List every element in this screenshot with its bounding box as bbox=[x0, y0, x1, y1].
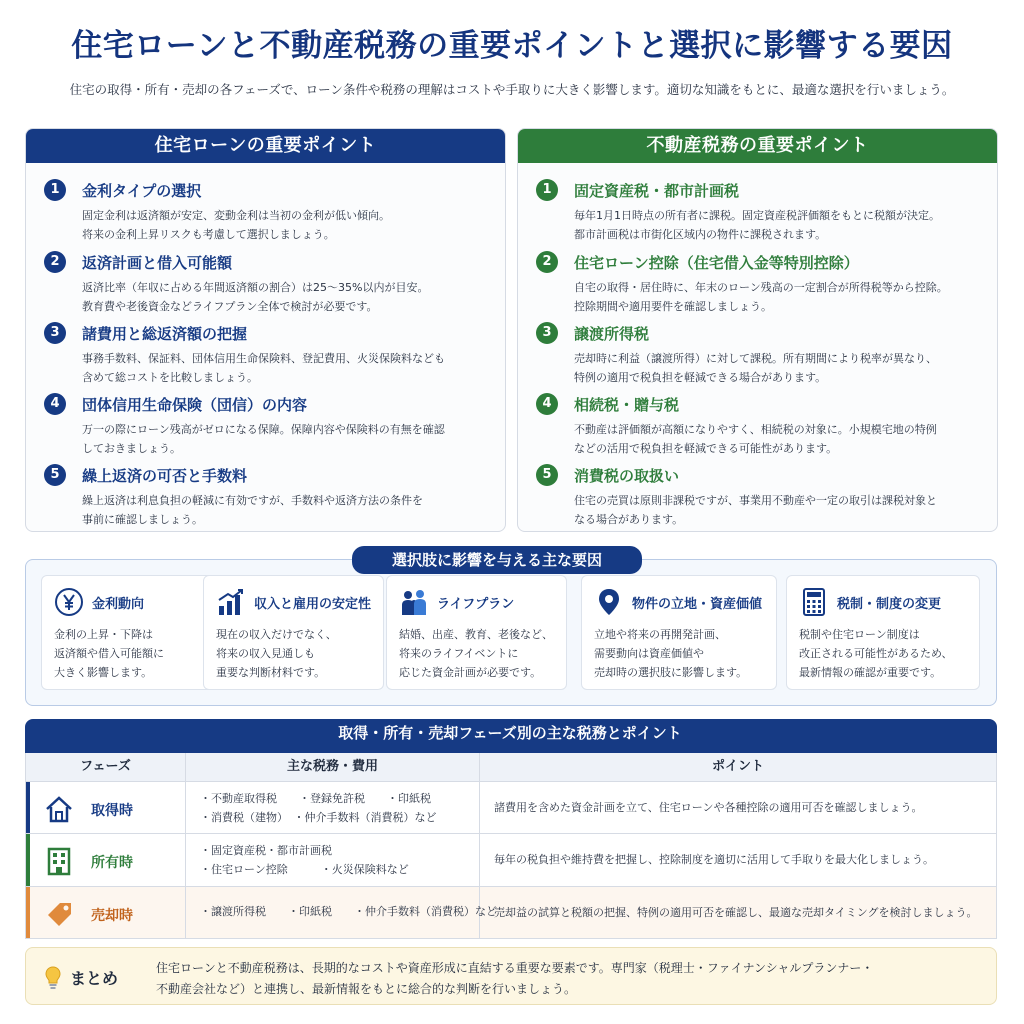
point-text: 売却時に利益（譲渡所得）に対して課税。所有期間により税率が異なり、 bbox=[574, 352, 937, 365]
point-text: 都市計画税は市街化区域内の物件に課税されます。 bbox=[574, 228, 827, 241]
factor-text: 将来のライフイベントに bbox=[399, 647, 519, 660]
point-text: 自宅の取得・居住時に、年末のローン残高の一定割合が所得税等から控除。 bbox=[574, 281, 948, 294]
factors-heading: 選択肢に影響を与える主な要因 bbox=[352, 546, 642, 574]
point-text: 住宅の売買は原則非課税ですが、事業用不動産や一定の取引は課税対象と bbox=[574, 494, 937, 507]
factor-text: 税制や住宅ローン制度は bbox=[799, 628, 920, 641]
phase-label: 売却時 bbox=[91, 908, 133, 924]
point-text: 不動産は評価額が高額になりやすく、相続税の対象に。小規模宅地の特例 bbox=[574, 423, 937, 436]
phase-label: 取得時 bbox=[91, 803, 133, 819]
point-text: 毎年の税負担や維持費を把握し、控除制度を適切に活用して手取りを最大化しましょう。 bbox=[494, 853, 934, 866]
factor-text: 将来の収入見通しも bbox=[216, 647, 315, 660]
yen-icon bbox=[54, 587, 84, 617]
point-text: 将来の金利上昇リスクも考慮して選択しましょう。 bbox=[82, 228, 335, 241]
factor-title: 金利動向 bbox=[92, 597, 145, 612]
page-subtitle: 住宅の取得・所有・売却の各フェーズで、ローン条件や税務の理解はコストや手取りに大きく影響します。適切な知識をもとに、最適な選択を行いましょう。 bbox=[69, 82, 955, 97]
factor-title: 収入と雇用の安定性 bbox=[254, 597, 372, 612]
point-text: 諸費用を含めた資金計画を立て、住宅ローンや各種控除の適用可否を確認しましょう。 bbox=[494, 801, 923, 814]
point-number-badge: 4 bbox=[44, 393, 66, 415]
point-title: 返済計画と借入可能額 bbox=[82, 254, 233, 272]
factor-text: 改正される可能性があるため、 bbox=[799, 647, 953, 660]
point-text: 教育費や老後資金などライフプラン全体で検討が必要です。 bbox=[82, 300, 378, 313]
factor-title: ライフプラン bbox=[437, 597, 515, 612]
point-text: 繰上返済は利息負担の軽減に有効ですが、手数料や返済方法の条件を bbox=[82, 494, 423, 507]
table-heading: 取得・所有・売却フェーズ別の主な税務とポイント bbox=[300, 719, 720, 749]
house-icon bbox=[44, 794, 74, 824]
row-accent-bar bbox=[26, 782, 30, 833]
factor-text: 返済額や借入可能額に bbox=[54, 647, 164, 660]
factor-text: 最新情報の確認が重要です。 bbox=[799, 666, 942, 679]
summary-label: まとめ bbox=[70, 969, 119, 988]
point-text: しておきましょう。 bbox=[82, 442, 181, 455]
point-title: 団体信用生命保険（団信）の内容 bbox=[82, 396, 308, 414]
row-accent-bar bbox=[26, 887, 30, 938]
summary-text: 住宅ローンと不動産税務は、長期的なコストや資産形成に直結する重要な要素です。専門家（税理士・ファイナンシャルプランナー・ bbox=[156, 961, 874, 975]
column-header-point: ポイント bbox=[711, 759, 764, 774]
point-text: 固定金利は返済額が安定、変動金利は当初の金利が低い傾向。 bbox=[82, 209, 390, 222]
tax-items: ・固定資産税・都市計画税 ・住宅ローン控除 ・火災保険料など bbox=[200, 844, 409, 876]
point-number-badge: 1 bbox=[44, 179, 66, 201]
building-icon bbox=[44, 846, 74, 876]
point-text: 控除期間や適用要件を確認しましょう。 bbox=[574, 300, 772, 313]
price-tag-icon bbox=[44, 899, 74, 929]
factor-text: 応じた資金計画が必要です。 bbox=[399, 666, 542, 679]
point-text: 返済比率（年収に占める年間返済額の割合）は25〜35%以内が目安。 bbox=[82, 281, 429, 294]
point-number-badge: 2 bbox=[44, 251, 66, 273]
point-title: 繰上返済の可否と手数料 bbox=[82, 467, 248, 485]
factor-text: 金利の上昇・下降は bbox=[54, 628, 153, 641]
point-number-badge: 3 bbox=[536, 322, 558, 344]
point-text: 事前に確認しましょう。 bbox=[82, 513, 203, 526]
family-icon bbox=[399, 587, 429, 617]
point-title: 消費税の取扱い bbox=[574, 467, 680, 485]
point-text: 事務手数料、保証料、団体信用生命保険料、登記費用、火災保険料なども bbox=[82, 352, 445, 365]
point-title: 固定資産税・都市計画税 bbox=[574, 182, 740, 200]
calculator-icon bbox=[799, 587, 829, 617]
factor-text: 現在の収入だけでなく、 bbox=[216, 628, 337, 641]
factor-card bbox=[203, 575, 384, 690]
point-title: 諸費用と総返済額の把握 bbox=[82, 325, 248, 343]
column-header-taxes: 主な税務・費用 bbox=[186, 753, 480, 781]
loan-points-card bbox=[25, 128, 506, 532]
point-title: 住宅ローン控除（住宅借入金等特別控除） bbox=[574, 254, 859, 272]
factor-text: 結婚、出産、教育、老後など、 bbox=[399, 628, 553, 641]
tax-card-heading: 不動産税務の重要ポイント bbox=[518, 129, 997, 163]
table-row-acquisition bbox=[26, 781, 996, 833]
point-number-badge: 4 bbox=[536, 393, 558, 415]
point-number-badge: 3 bbox=[44, 322, 66, 344]
phase-label: 所有時 bbox=[91, 855, 133, 871]
point-title: 相続税・贈与税 bbox=[574, 396, 680, 414]
loan-card-heading: 住宅ローンの重要ポイント bbox=[26, 129, 505, 163]
point-text: 売却益の試算と税額の把握、特例の適用可否を確認し、最適な売却タイミングを検討しましょう。 bbox=[494, 906, 978, 919]
factor-card bbox=[41, 575, 222, 690]
factor-text: 立地や将来の再開発計画、 bbox=[594, 628, 726, 641]
summary-text: 不動産会社など）と連携し、最新情報をもとに総合的な判断を行いましょう。 bbox=[156, 982, 577, 996]
point-text: 毎年1月1日時点の所有者に課税。固定資産税評価額をもとに税額が決定。 bbox=[574, 209, 940, 222]
point-text: などの活用で税負担を軽減できる可能性があります。 bbox=[574, 442, 838, 455]
point-text: なる場合があります。 bbox=[574, 513, 684, 526]
bar-chart-icon bbox=[216, 587, 246, 617]
lightbulb-icon bbox=[42, 964, 64, 990]
column-header-phase: フェーズ bbox=[26, 753, 186, 781]
table-header-row bbox=[26, 753, 996, 781]
factor-card bbox=[581, 575, 777, 690]
point-number-badge: 5 bbox=[44, 464, 66, 486]
tax-items: ・譲渡所得税 ・印紙税 ・仲介手数料（消費税）など bbox=[200, 905, 497, 918]
location-pin-icon bbox=[594, 587, 624, 617]
point-text: 万一の際にローン残高がゼロになる保障。保障内容や保険料の有無を確認 bbox=[82, 423, 445, 436]
point-title: 金利タイプの選択 bbox=[82, 182, 202, 200]
factor-text: 大きく影響します。 bbox=[54, 666, 153, 679]
summary-box bbox=[25, 947, 997, 1005]
factor-card bbox=[386, 575, 567, 690]
factor-title: 物件の立地・資産価値 bbox=[632, 597, 763, 612]
point-number-badge: 2 bbox=[536, 251, 558, 273]
point-text: 含めて総コストを比較しましょう。 bbox=[82, 371, 258, 384]
point-title: 譲渡所得税 bbox=[574, 325, 650, 343]
page-title: 住宅ローンと不動産税務の重要ポイントと選択に影響する要因 bbox=[71, 28, 953, 64]
table-row-ownership bbox=[26, 833, 996, 886]
tax-points-card bbox=[517, 128, 998, 532]
row-accent-bar bbox=[26, 834, 30, 886]
phase-tax-table bbox=[25, 753, 997, 939]
point-number-badge: 1 bbox=[536, 179, 558, 201]
factor-text: 重要な判断材料です。 bbox=[216, 666, 326, 679]
tax-items: ・不動産取得税 ・登録免許税 ・印紙税 ・消費税（建物） ・仲介手数料（消費税）など bbox=[200, 792, 437, 824]
table-row-sale bbox=[26, 886, 996, 938]
factor-title: 税制・制度の変更 bbox=[837, 597, 942, 612]
point-number-badge: 5 bbox=[536, 464, 558, 486]
factor-card bbox=[786, 575, 980, 690]
point-text: 特例の適用で税負担を軽減できる場合があります。 bbox=[574, 371, 827, 384]
factor-text: 売却時の選択肢に影響します。 bbox=[594, 666, 748, 679]
factor-text: 需要動向は資産価値や bbox=[594, 647, 704, 660]
